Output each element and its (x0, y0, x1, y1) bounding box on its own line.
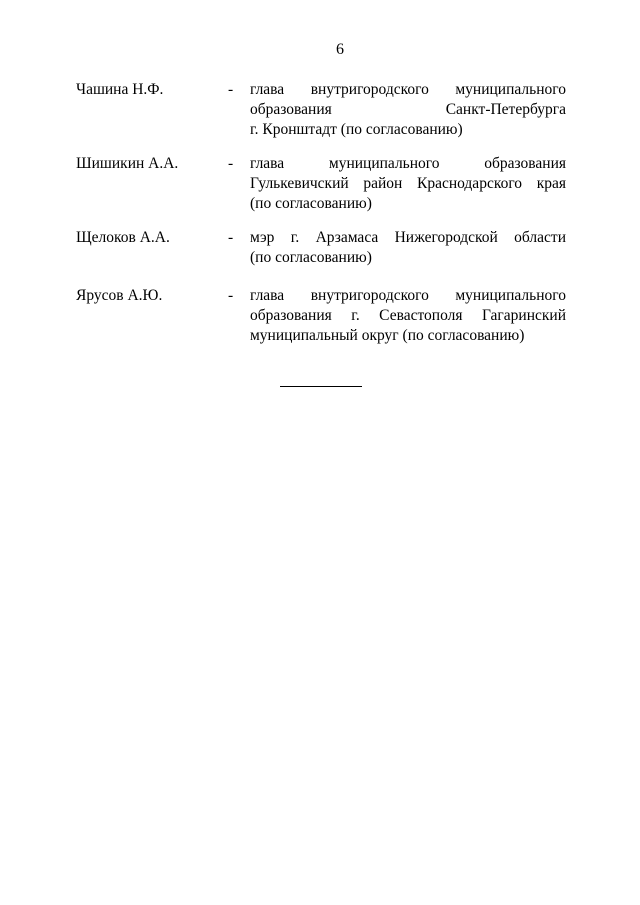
separator-dash: - (228, 229, 234, 246)
position-line: глава внутригородского муниципального (250, 81, 566, 98)
position-line: образования г. Севастополя Гагаринский (250, 307, 566, 324)
position-line: (по согласованию) (250, 249, 372, 266)
position-line: муниципальный округ (по согласованию) (250, 327, 525, 344)
position-line: Гулькевичский район Краснодарского края (250, 175, 566, 192)
separator-dash: - (228, 155, 234, 172)
member-position (250, 286, 566, 346)
member-entry (76, 80, 566, 140)
member-entry (76, 154, 566, 214)
member-entry (76, 228, 566, 268)
member-position (250, 80, 566, 140)
member-name: Ярусов А.Ю. (76, 287, 163, 304)
document-end-rule (280, 386, 362, 387)
member-name: Чашина Н.Ф. (76, 81, 164, 98)
separator-dash: - (228, 81, 234, 98)
page-number: 6 (336, 41, 344, 58)
separator-dash: - (228, 287, 234, 304)
member-position (250, 228, 566, 268)
member-entry (76, 286, 566, 346)
position-line: мэр г. Арзамаса Нижегородской области (250, 229, 566, 246)
position-line: глава внутригородского муниципального (250, 287, 566, 304)
member-name: Щелоков А.А. (76, 229, 170, 246)
position-line: образования Санкт-Петербурга (250, 101, 566, 118)
member-position (250, 154, 566, 214)
position-line: (по согласованию) (250, 195, 372, 212)
member-name: Шишикин А.А. (76, 155, 179, 172)
position-line: г. Кронштадт (по согласованию) (250, 121, 463, 138)
position-line: глава муниципального образования (250, 155, 566, 172)
